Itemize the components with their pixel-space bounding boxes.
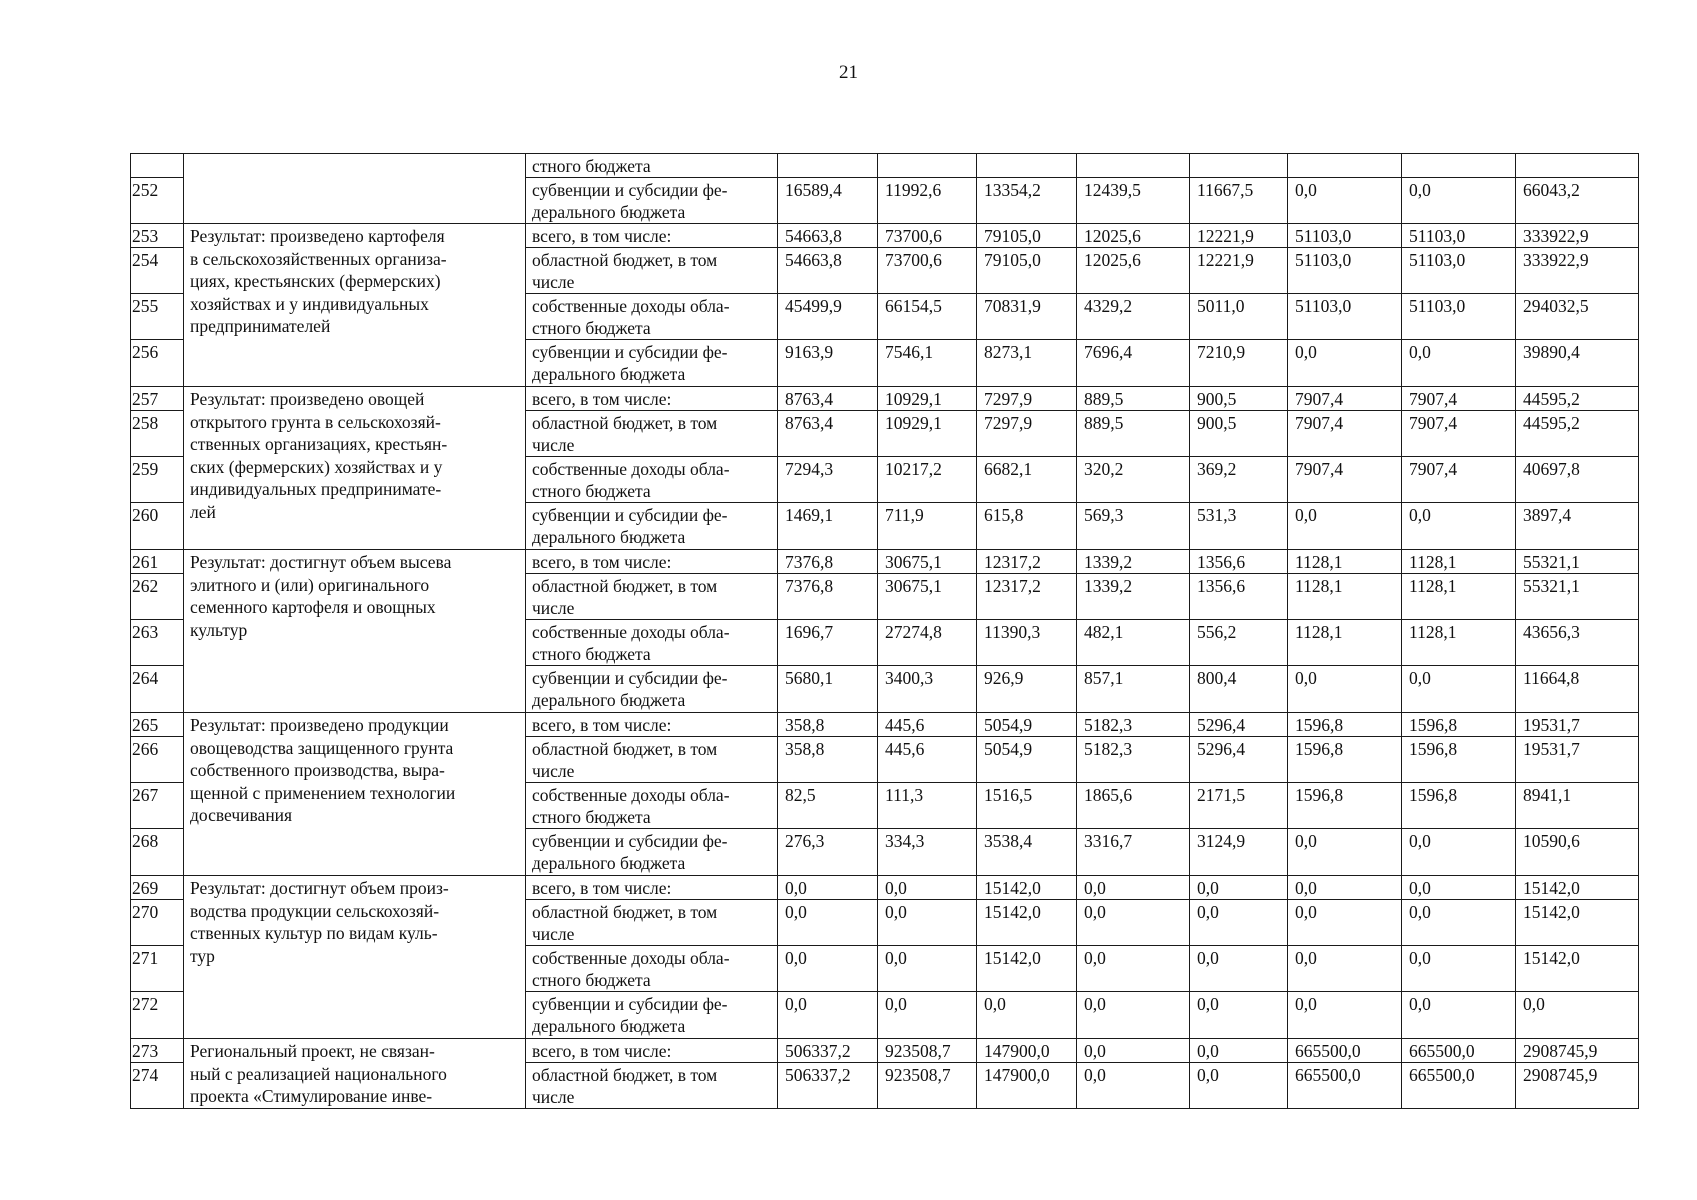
value-cell: 70831,9 [977,294,1077,340]
total-value-cell: 333922,9 [1516,248,1639,294]
row-number-cell: 273 [131,1039,184,1063]
value-cell: 1596,8 [1402,737,1516,783]
table-row [131,550,1639,574]
value-cell: 7297,9 [977,387,1077,411]
value-cell: 8763,4 [778,387,878,411]
value-cell: 82,5 [778,783,878,829]
value-cell: 1339,2 [1077,550,1190,574]
funding-source-cell: областной бюджет, в том числе [526,737,778,783]
value-cell: 1128,1 [1402,550,1516,574]
value-cell: 1596,8 [1288,737,1402,783]
value-cell: 556,2 [1190,620,1288,666]
value-cell: 0,0 [778,900,878,946]
value-cell: 0,0 [878,946,977,992]
value-cell: 0,0 [1402,503,1516,550]
value-cell: 923508,7 [878,1039,977,1063]
value-cell: 7907,4 [1288,411,1402,457]
value-cell: 1128,1 [1402,620,1516,666]
value-cell: 12439,5 [1077,178,1190,224]
value-cell: 51103,0 [1288,224,1402,248]
value-cell: 926,9 [977,666,1077,713]
value-cell: 12317,2 [977,550,1077,574]
value-cell: 9163,9 [778,340,878,387]
value-cell: 30675,1 [878,574,977,620]
value-cell: 0,0 [1288,829,1402,876]
value-cell: 0,0 [1288,340,1402,387]
value-cell: 51103,0 [1288,294,1402,340]
value-cell: 5054,9 [977,737,1077,783]
funding-source-cell: всего, в том числе: [526,387,778,411]
value-cell: 0,0 [878,900,977,946]
value-cell: 0,0 [1288,503,1402,550]
value-cell: 147900,0 [977,1039,1077,1063]
value-cell: 0,0 [1190,1063,1288,1109]
value-cell: 4329,2 [1077,294,1190,340]
value-cell [1190,154,1288,178]
value-cell: 0,0 [1190,1039,1288,1063]
row-number-cell: 267 [131,783,184,829]
value-cell: 7546,1 [878,340,977,387]
value-cell: 0,0 [1402,829,1516,876]
table-row [131,876,1639,900]
value-cell: 11390,3 [977,620,1077,666]
value-cell: 0,0 [1190,900,1288,946]
funding-source-cell: областной бюджет, в том числе [526,574,778,620]
value-cell: 15142,0 [977,946,1077,992]
funding-source-cell: областной бюджет, в том числе [526,248,778,294]
value-cell: 54663,8 [778,224,878,248]
value-cell: 1516,5 [977,783,1077,829]
value-cell: 615,8 [977,503,1077,550]
total-value-cell: 3897,4 [1516,503,1639,550]
total-value-cell: 19531,7 [1516,713,1639,737]
value-cell: 15142,0 [977,900,1077,946]
value-cell: 358,8 [778,713,878,737]
table-row [131,713,1639,737]
result-description-cell: Результат: достигнут объем высева элитного и (или) оригинального семенного картофеля и овощных культур [184,550,526,713]
value-cell: 0,0 [1077,992,1190,1039]
value-cell: 0,0 [1402,946,1516,992]
value-cell: 6682,1 [977,457,1077,503]
value-cell: 8273,1 [977,340,1077,387]
value-cell: 54663,8 [778,248,878,294]
value-cell: 506337,2 [778,1039,878,1063]
value-cell [778,154,878,178]
value-cell [1077,154,1190,178]
total-value-cell: 15142,0 [1516,946,1639,992]
value-cell: 51103,0 [1402,294,1516,340]
value-cell: 0,0 [1402,992,1516,1039]
value-cell: 0,0 [1288,666,1402,713]
total-value-cell: 333922,9 [1516,224,1639,248]
funding-source-cell: субвенции и субсидии фе- дерального бюджета [526,503,778,550]
value-cell: 73700,6 [878,224,977,248]
funding-source-cell: субвенции и субсидии фе- дерального бюджета [526,178,778,224]
value-cell: 5182,3 [1077,737,1190,783]
row-number-cell: 266 [131,737,184,783]
row-number-cell: 259 [131,457,184,503]
total-value-cell: 11664,8 [1516,666,1639,713]
value-cell: 12317,2 [977,574,1077,620]
value-cell: 1596,8 [1288,783,1402,829]
total-value-cell: 39890,4 [1516,340,1639,387]
value-cell: 0,0 [1077,876,1190,900]
value-cell: 147900,0 [977,1063,1077,1109]
value-cell: 1596,8 [1402,783,1516,829]
value-cell: 7907,4 [1288,387,1402,411]
total-value-cell: 15142,0 [1516,876,1639,900]
value-cell: 665500,0 [1288,1063,1402,1109]
value-cell: 0,0 [1288,946,1402,992]
value-cell [1288,154,1402,178]
value-cell: 66154,5 [878,294,977,340]
value-cell: 569,3 [1077,503,1190,550]
value-cell: 0,0 [1077,900,1190,946]
value-cell: 0,0 [1402,666,1516,713]
value-cell: 15142,0 [977,876,1077,900]
value-cell: 923508,7 [878,1063,977,1109]
row-number-cell: 258 [131,411,184,457]
row-number-cell: 268 [131,829,184,876]
value-cell: 3400,3 [878,666,977,713]
budget-table [130,153,1639,1109]
value-cell: 857,1 [1077,666,1190,713]
result-description-cell: Региональный проект, не связан- ный с реализацией национального проекта «Стимулирование инве- [184,1039,526,1109]
table-row [131,387,1639,411]
funding-source-cell: субвенции и субсидии фе- дерального бюджета [526,340,778,387]
funding-source-cell: собственные доходы обла- стного бюджета [526,457,778,503]
value-cell: 665500,0 [1402,1063,1516,1109]
value-cell: 1596,8 [1402,713,1516,737]
funding-source-cell: собственные доходы обла- стного бюджета [526,783,778,829]
value-cell: 369,2 [1190,457,1288,503]
value-cell: 1128,1 [1288,574,1402,620]
value-cell: 665500,0 [1288,1039,1402,1063]
result-description-cell: Результат: произведено овощей открытого грунта в сельскохозяй- ственных организациях, крестьян- ских (фермерских) хозяйствах и у индивидуальных предпринимате- лей [184,387,526,550]
funding-source-cell: областной бюджет, в том числе [526,900,778,946]
value-cell: 900,5 [1190,411,1288,457]
row-number-cell: 254 [131,248,184,294]
result-description-cell: Результат: произведено картофеля в сельскохозяйственных организа- циях, крестьянских (фермерских) хозяйствах и у индивидуальных предпринимателей [184,224,526,387]
page-number: 21 [839,62,858,83]
funding-source-cell: субвенции и субсидии фе- дерального бюджета [526,829,778,876]
value-cell: 73700,6 [878,248,977,294]
value-cell: 889,5 [1077,387,1190,411]
value-cell: 665500,0 [1402,1039,1516,1063]
value-cell: 79105,0 [977,248,1077,294]
value-cell: 0,0 [1402,876,1516,900]
value-cell: 5680,1 [778,666,878,713]
value-cell: 5011,0 [1190,294,1288,340]
funding-source-cell: собственные доходы обла- стного бюджета [526,946,778,992]
funding-source-cell: собственные доходы обла- стного бюджета [526,620,778,666]
value-cell: 320,2 [1077,457,1190,503]
value-cell: 0,0 [1077,1063,1190,1109]
row-number-cell: 261 [131,550,184,574]
value-cell: 0,0 [778,992,878,1039]
value-cell: 0,0 [1288,178,1402,224]
value-cell: 12025,6 [1077,248,1190,294]
value-cell: 111,3 [878,783,977,829]
value-cell: 1128,1 [1288,550,1402,574]
value-cell: 0,0 [1288,992,1402,1039]
result-description-cell: Результат: произведено продукции овощеводства защищенного грунта собственного производства, выра- щенной с применением технологии досвечивания [184,713,526,876]
value-cell: 334,3 [878,829,977,876]
value-cell: 0,0 [1077,1039,1190,1063]
value-cell: 0,0 [778,876,878,900]
row-number-cell: 260 [131,503,184,550]
value-cell: 7297,9 [977,411,1077,457]
value-cell: 1596,8 [1288,713,1402,737]
value-cell: 5182,3 [1077,713,1190,737]
value-cell: 0,0 [878,992,977,1039]
total-value-cell: 44595,2 [1516,411,1639,457]
total-value-cell: 15142,0 [1516,900,1639,946]
value-cell: 12221,9 [1190,224,1288,248]
row-number-cell: 256 [131,340,184,387]
value-cell: 0,0 [1402,178,1516,224]
value-cell: 7696,4 [1077,340,1190,387]
value-cell: 79105,0 [977,224,1077,248]
value-cell: 10217,2 [878,457,977,503]
row-number-cell: 255 [131,294,184,340]
value-cell: 276,3 [778,829,878,876]
value-cell: 1469,1 [778,503,878,550]
value-cell: 7907,4 [1402,457,1516,503]
value-cell: 506337,2 [778,1063,878,1109]
value-cell: 2171,5 [1190,783,1288,829]
value-cell: 711,9 [878,503,977,550]
row-number-cell: 272 [131,992,184,1039]
value-cell: 10929,1 [878,387,977,411]
total-value-cell: 2908745,9 [1516,1039,1639,1063]
funding-source-cell: субвенции и субсидии фе- дерального бюджета [526,992,778,1039]
value-cell [878,154,977,178]
total-value-cell: 294032,5 [1516,294,1639,340]
value-cell: 0,0 [1402,340,1516,387]
value-cell: 482,1 [1077,620,1190,666]
value-cell: 1128,1 [1288,620,1402,666]
funding-source-cell: стного бюджета [526,154,778,178]
table-row [131,154,1639,178]
row-number-cell: 263 [131,620,184,666]
funding-source-cell: областной бюджет, в том числе [526,411,778,457]
value-cell: 12025,6 [1077,224,1190,248]
value-cell: 0,0 [1288,900,1402,946]
funding-source-cell: собственные доходы обла- стного бюджета [526,294,778,340]
total-value-cell: 8941,1 [1516,783,1639,829]
value-cell: 1356,6 [1190,574,1288,620]
value-cell: 7907,4 [1288,457,1402,503]
value-cell: 5054,9 [977,713,1077,737]
value-cell: 445,6 [878,737,977,783]
funding-source-cell: всего, в том числе: [526,224,778,248]
total-value-cell: 55321,1 [1516,550,1639,574]
row-number-cell: 271 [131,946,184,992]
value-cell: 1696,7 [778,620,878,666]
total-value-cell: 55321,1 [1516,574,1639,620]
value-cell: 13354,2 [977,178,1077,224]
value-cell: 51103,0 [1402,248,1516,294]
value-cell: 1339,2 [1077,574,1190,620]
value-cell: 445,6 [878,713,977,737]
table-row [131,1039,1639,1063]
funding-source-cell: всего, в том числе: [526,713,778,737]
total-value-cell: 10590,6 [1516,829,1639,876]
value-cell: 531,3 [1190,503,1288,550]
funding-source-cell: всего, в том числе: [526,1039,778,1063]
row-number-cell [131,154,184,178]
value-cell: 51103,0 [1402,224,1516,248]
value-cell: 1865,6 [1077,783,1190,829]
total-value-cell: 2908745,9 [1516,1063,1639,1109]
value-cell: 0,0 [1190,876,1288,900]
total-value-cell: 0,0 [1516,992,1639,1039]
value-cell: 800,4 [1190,666,1288,713]
value-cell: 5296,4 [1190,713,1288,737]
value-cell: 0,0 [778,946,878,992]
funding-source-cell: всего, в том числе: [526,550,778,574]
value-cell: 51103,0 [1288,248,1402,294]
total-value-cell: 44595,2 [1516,387,1639,411]
value-cell: 27274,8 [878,620,977,666]
value-cell: 10929,1 [878,411,977,457]
value-cell: 0,0 [1288,876,1402,900]
value-cell: 3124,9 [1190,829,1288,876]
row-number-cell: 270 [131,900,184,946]
value-cell: 0,0 [1077,946,1190,992]
value-cell: 8763,4 [778,411,878,457]
row-number-cell: 252 [131,178,184,224]
funding-source-cell: всего, в том числе: [526,876,778,900]
row-number-cell: 274 [131,1063,184,1109]
funding-source-cell: областной бюджет, в том числе [526,1063,778,1109]
value-cell: 12221,9 [1190,248,1288,294]
total-value-cell [1516,154,1639,178]
value-cell [977,154,1077,178]
value-cell: 7210,9 [1190,340,1288,387]
value-cell: 45499,9 [778,294,878,340]
value-cell: 7294,3 [778,457,878,503]
value-cell: 7376,8 [778,574,878,620]
total-value-cell: 40697,8 [1516,457,1639,503]
value-cell: 0,0 [977,992,1077,1039]
value-cell: 3538,4 [977,829,1077,876]
value-cell: 889,5 [1077,411,1190,457]
row-number-cell: 269 [131,876,184,900]
result-description-cell [184,154,526,224]
value-cell: 0,0 [1190,946,1288,992]
total-value-cell: 19531,7 [1516,737,1639,783]
value-cell: 7907,4 [1402,387,1516,411]
value-cell: 0,0 [1190,992,1288,1039]
value-cell: 16589,4 [778,178,878,224]
total-value-cell: 66043,2 [1516,178,1639,224]
value-cell: 7907,4 [1402,411,1516,457]
value-cell: 1356,6 [1190,550,1288,574]
value-cell: 358,8 [778,737,878,783]
value-cell: 11992,6 [878,178,977,224]
value-cell [1402,154,1516,178]
value-cell: 3316,7 [1077,829,1190,876]
value-cell: 30675,1 [878,550,977,574]
funding-source-cell: субвенции и субсидии фе- дерального бюджета [526,666,778,713]
total-value-cell: 43656,3 [1516,620,1639,666]
value-cell: 7376,8 [778,550,878,574]
row-number-cell: 257 [131,387,184,411]
table-row [131,224,1639,248]
value-cell: 0,0 [1402,900,1516,946]
result-description-cell: Результат: достигнут объем произ- водства продукции сельскохозяй- ственных культур по видам куль- тур [184,876,526,1039]
value-cell: 1128,1 [1402,574,1516,620]
value-cell: 5296,4 [1190,737,1288,783]
value-cell: 0,0 [878,876,977,900]
row-number-cell: 265 [131,713,184,737]
row-number-cell: 264 [131,666,184,713]
row-number-cell: 262 [131,574,184,620]
row-number-cell: 253 [131,224,184,248]
value-cell: 900,5 [1190,387,1288,411]
value-cell: 11667,5 [1190,178,1288,224]
